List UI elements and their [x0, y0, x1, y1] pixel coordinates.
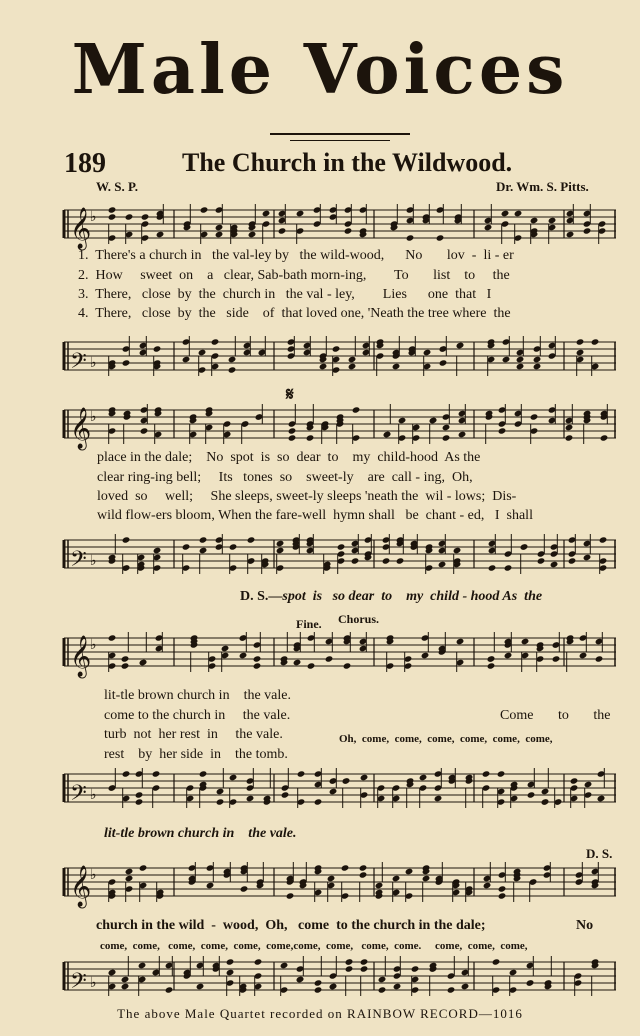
bass-staff — [64, 532, 616, 592]
svg-text:♭: ♭ — [90, 409, 97, 425]
svg-text:♭: ♭ — [90, 209, 97, 225]
verse-1-line: 1. There's a church in the val-ley by the wild-wood, No lov - li - er — [78, 248, 514, 263]
ds-label: D. S.— — [240, 589, 283, 604]
verse-1-line: lit-tle brown church in the vale. — [104, 688, 291, 703]
ds-text: spot is so dear to my child - hood As the — [282, 589, 543, 604]
verse-3-line: turb not her rest in the vale. — [104, 727, 283, 742]
bass-staff — [64, 954, 616, 1014]
svg-text:♭: ♭ — [90, 637, 97, 653]
svg-text:♭: ♭ — [90, 975, 97, 991]
recording-footnote: The above Male Quartet recorded on RAINBOW RECORD—1016 — [117, 1006, 523, 1021]
music-system-3 — [64, 612, 616, 844]
hymn-title: The Church in the Wildwood. — [182, 148, 513, 177]
svg-text:𝄞: 𝄞 — [70, 208, 92, 249]
verse-4-line: wild flow-ers bloom, When the fare-well hymn shall be chant - ed, I shall — [97, 508, 533, 523]
title-divider-thin — [290, 140, 390, 141]
verse-2-line: clear ring-ing bell; Its tones so sweet-ly are call - ing, Oh, — [97, 470, 473, 485]
verse-2-line: 2. How sweet on a clear, Sab-bath morn-ing, To list to the — [78, 268, 510, 283]
chorus-marking: Chorus. — [338, 612, 380, 626]
svg-text:𝄢: 𝄢 — [70, 781, 87, 811]
bass-staff — [64, 766, 616, 826]
chorus-lead-lyric: Come to the — [500, 708, 611, 723]
segno-sign: 𝄋 — [286, 384, 294, 404]
verse-3-line: loved so well; She sleeps, sweet-ly sleeps 'neath the wil - lows; Dis- — [97, 489, 517, 504]
verse-2-line: come to the church in the vale. — [104, 708, 291, 723]
ds-lyric-line — [240, 587, 542, 605]
treble-staff — [64, 860, 616, 920]
music-system-1 — [64, 196, 616, 386]
bass-echo-lyric: Oh, come, come, come, come, come, come, — [339, 733, 553, 745]
music-system-4 — [64, 848, 616, 1004]
svg-text:𝄞: 𝄞 — [70, 408, 92, 449]
ds-marking: D. S. — [586, 846, 613, 861]
music-system-2 — [64, 384, 616, 606]
chorus-lyric-line: church in the wild - wood, Oh, come to the church in the dale; — [96, 918, 486, 933]
verse-1-line: place in the dale; No spot is so dear to my child-hood As the — [97, 450, 481, 465]
treble-staff — [64, 630, 616, 690]
verse-4-line: rest by her side in the tomb. — [104, 747, 288, 762]
verse-4-line: 4. There, close by the side of that loved one, 'Neath the tree where the — [78, 306, 511, 321]
chorus-lyric-end: No — [576, 918, 594, 933]
lyricist-credit: W. S. P. — [96, 179, 139, 194]
svg-text:𝄢: 𝄢 — [70, 969, 87, 999]
bass-echo-lyric: come, come, come, come, come, come,come, come, come, come. come, come, come, — [100, 940, 528, 952]
svg-text:𝄢: 𝄢 — [70, 547, 87, 577]
svg-text:♭: ♭ — [90, 553, 97, 569]
composer-credit: Dr. Wm. S. Pitts. — [496, 179, 589, 194]
title-divider — [270, 133, 410, 135]
bass-staff — [64, 334, 616, 394]
hymn-number: 189 — [64, 148, 106, 179]
svg-text:♭: ♭ — [90, 867, 97, 883]
svg-text:𝄞: 𝄞 — [70, 636, 92, 677]
section-title: Male Voices — [71, 30, 569, 110]
bass-lyric-line: lit-tle brown church in the vale. — [104, 826, 297, 841]
verse-3-line: 3. There, close by the church in the val - ley, Lies one that I — [78, 287, 492, 302]
svg-text:♭: ♭ — [90, 355, 97, 371]
svg-text:♭: ♭ — [90, 787, 97, 803]
fine-marking: Fine. — [296, 617, 322, 631]
svg-text:𝄞: 𝄞 — [70, 866, 92, 907]
svg-text:𝄢: 𝄢 — [70, 349, 87, 379]
